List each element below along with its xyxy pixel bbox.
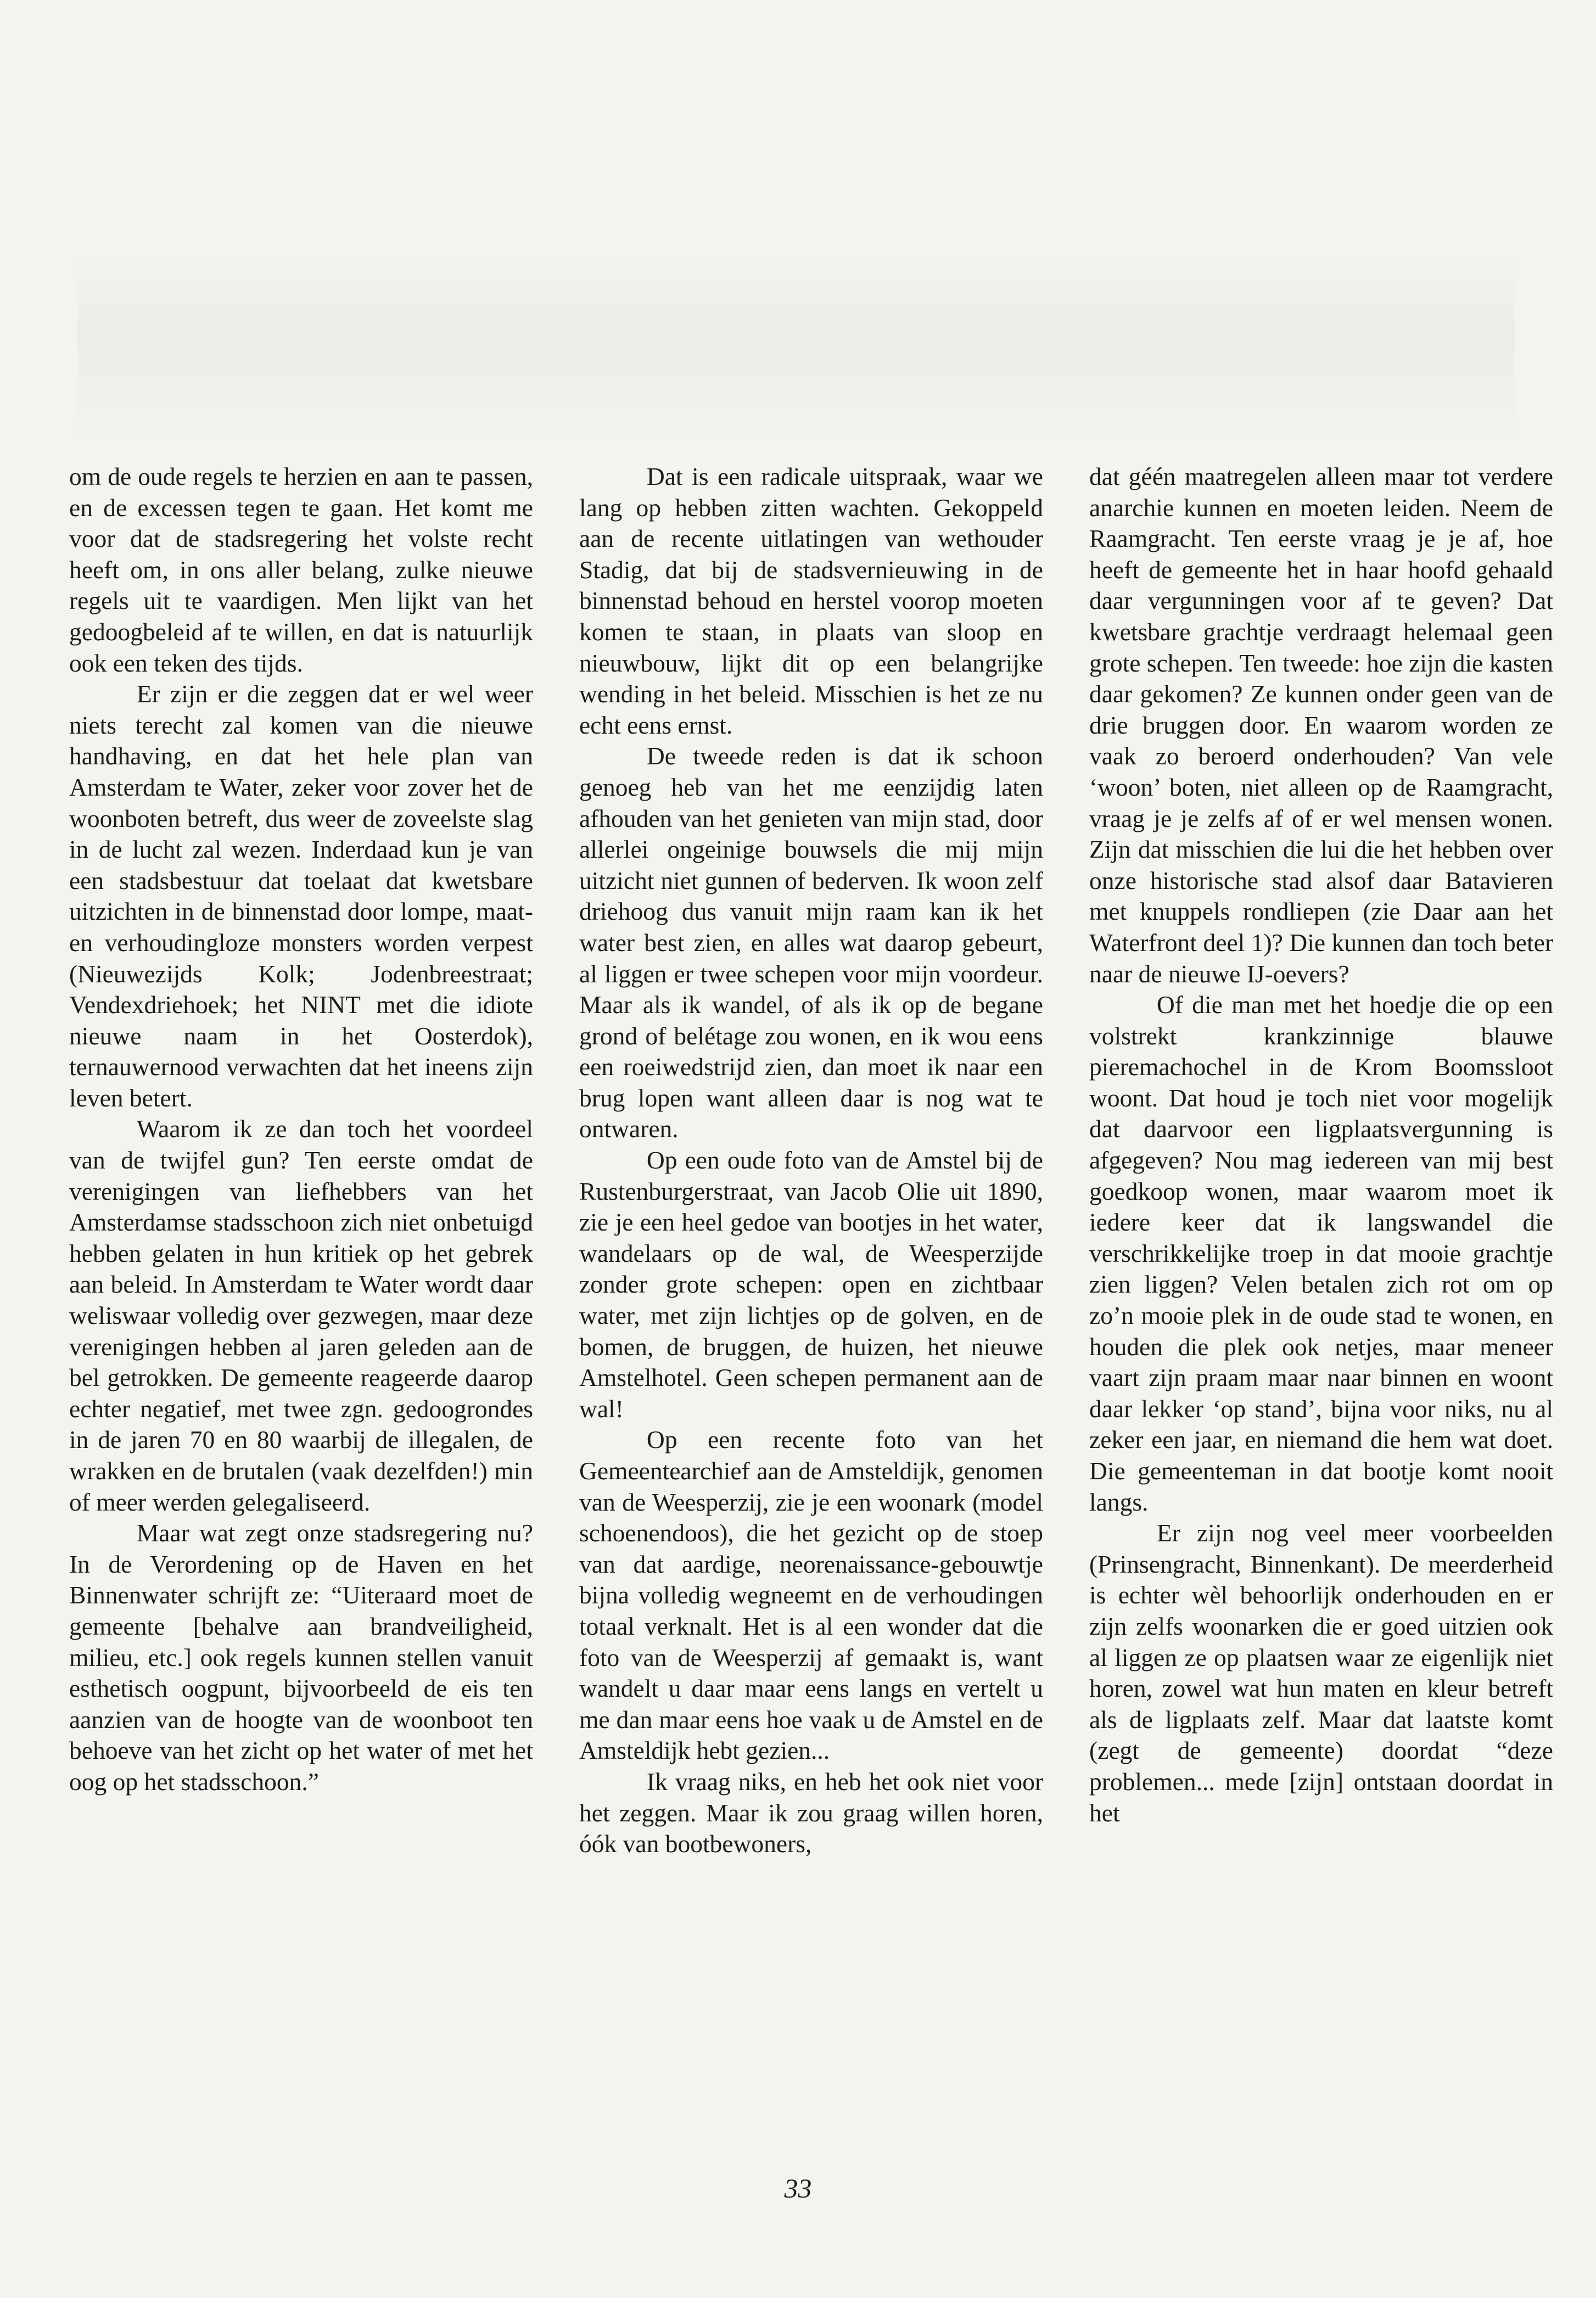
paragraph: Of die man met het hoedje die op een volstrekt krankzinnige blauwe pieremachochel in de Krom Boomssloot woont. Dat houd je toch niet voor mogelijk dat daarvoor een ligplaatsvergunning is afgegeven? Nou mag iedereen van mij best goedkoop wonen, maar waarom moet ik iedere keer dat ik langswandel die verschrikkelijke troep in dat mooie grachtje zien liggen? Velen betalen zich rot om op zo’n mooie plek in de oude stad te wonen, en houden die plek ook netjes, maar meneer vaart zijn praam maar naar binnen en woont daar lekker ‘op stand’, bijna voor niks, nu al zeker een jaar, en niemand die hem wat doet. Die gemeenteman in dat bootje komt nooit langs. bbox=[1089, 991, 1553, 1516]
paragraph: Dat is een radicale uitspraak, waar we lang op hebben zitten wachten. Gekoppeld aan de recente uitlatingen van wethouder Stadig, dat bij de stadsvernieuwing in de binnenstad behoud en herstel voorop moeten komen te staan, in plaats van sloop en nieuwbouw, lijkt dit op een belangrijke wending in het beleid. Misschien is het ze nu echt eens ernst. bbox=[579, 462, 1043, 739]
article-body bbox=[69, 461, 1554, 2136]
paragraph: Er zijn nog veel meer voorbeelden (Prinsengracht, Binnenkant). De meerderheid is echter wèl behoorlijk onderhouden en er zijn zelfs woonarken die er goed uitzien ook al liggen ze op plaatsen waar ze eigenlijk niet horen, zowel wat hun maten en kleur betreft als de ligplaats zelf. Maar dat laatste komt (zegt de gemeente) doordat “deze problemen... mede [zijn] ontstaan doordat in het bbox=[1089, 1519, 1553, 1827]
show-through-from-reverse-page bbox=[77, 258, 1515, 445]
paragraph: Op een oude foto van de Amstel bij de Rustenburgerstraat, van Jacob Olie uit 1890, zie je een heel gedoe van bootjes in het water, wandelaars op de wal, de Weesperzijde zonder grote schepen: open en zichtbaar water, met zijn lichtjes op de golven, en de bomen, de bruggen, de huizen, het nieuwe Amstelhotel. Geen schepen permanent aan de wal! bbox=[579, 1146, 1043, 1423]
column-1 bbox=[69, 461, 533, 2136]
column-3 bbox=[1089, 461, 1553, 2136]
paragraph: Maar wat zegt onze stadsregering nu? In de Verordening op de Haven en het Binnenwater schrijft ze: “Uiteraard moet de gemeente [behalve aan brandveiligheid, milieu, etc.] ook regels kunnen stellen vanuit esthetisch oogpunt, bijvoorbeeld de eis ten aanzien van de hoogte van de woonboot ten behoeve van het zicht op het water of met het oog op het stadsschoon.” bbox=[69, 1519, 533, 1796]
paragraph: De tweede reden is dat ik schoon genoeg heb van het me eenzijdig laten afhouden van het genieten van mijn stad, door allerlei ongeinige bouwsels die mij mijn uitzicht niet gunnen of bederven. Ik woon zelf driehoog dus vanuit mijn raam kan ik het water best zien, en alles wat daarop gebeurt, al liggen er twee schepen voor mijn voordeur. Maar als ik wandel, of als ik op de begane grond of belétage zou wonen, en ik wou eens een roeiwedstrijd zien, dan moet ik naar een brug lopen want alleen daar is nog wat te ontwaren. bbox=[579, 742, 1043, 1143]
paragraph: Er zijn er die zeggen dat er wel weer niets terecht zal komen van die nieuwe handhaving, en dat het hele plan van Amsterdam te Water, zeker voor zover het de woonboten betreft, dus weer de zoveelste slag in de lucht zal wezen. Inderdaad kun je van een stadsbestuur dat toelaat dat kwetsbare uitzichten in de binnenstad door lompe, maat- en verhoudingloze monsters worden verpest (Nieuwezijds Kolk; Jodenbreestraat; Vendexdriehoek; het NINT met die idiote nieuwe naam in het Oosterdok), ternauwernood verwachten dat het ineens zijn leven betert. bbox=[69, 680, 533, 1112]
column-2 bbox=[579, 461, 1043, 2136]
paragraph: om de oude regels te herzien en aan te passen, en de excessen tegen te gaan. Het komt me voor dat de stadsregering het volste recht heeft om, in ons aller belang, zulke nieuwe regels uit te vaardigen. Men lijkt van het gedoogbeleid af te willen, en dat is natuurlijk ook een teken des tijds. bbox=[69, 462, 533, 677]
paragraph: Op een recente foto van het Gemeentearchief aan de Amsteldijk, genomen van de Weesperzij, zie je een woonark (model schoenendoos), die het gezicht op de stoep van dat aardige, neorenaissance-gebouwtje bijna volledig wegneemt en de verhoudingen totaal verknalt. Het is al een wonder dat die foto van de Weesperzij af gemaakt is, want wandelt u daar maar eens langs en vertelt u me dan maar eens hoe vaak u de Amstel en de Amsteldijk hebt gezien... bbox=[579, 1425, 1043, 1765]
paragraph: Ik vraag niks, en heb het ook niet voor het zeggen. Maar ik zou graag willen horen, óók van bootbewoners, bbox=[579, 1767, 1043, 1858]
paragraph: Waarom ik ze dan toch het voordeel van de twijfel gun? Ten eerste omdat de verenigingen van liefhebbers van het Amsterdamse stadsschoon zich niet onbetuigd hebben gelaten in hun kritiek op het gebrek aan beleid. In Amsterdam te Water wordt daar weliswaar volledig over gezwegen, maar deze verenigingen hebben al jaren geleden aan de bel getrokken. De gemeente reageerde daarop echter negatief, met twee zgn. gedoogrondes in de jaren 70 en 80 waarbij de illegalen, de wrakken en de brutalen (vaak dezelfden!) min of meer werden gelegaliseerd. bbox=[69, 1115, 533, 1516]
paragraph: dat géén maatregelen alleen maar tot verdere anarchie kunnen en moeten leiden. Neem de Raamgracht. Ten eerste vraag je je af, hoe heeft de gemeente het in haar hoofd gehaald daar vergunningen voor af te geven? Dat kwetsbare grachtje verdraagt helemaal geen grote schepen. Ten tweede: hoe zijn die kasten daar gekomen? Ze kunnen onder geen van de drie bruggen door. En waarom worden ze vaak zo beroerd onderhouden? Van vele ‘woon’ boten, niet alleen op de Raamgracht, vraag je je zelfs af of er wel mensen wonen. Zijn dat misschien die lui die het hebben over onze historische stad alsof daar Batavieren met knuppels rondliepen (zie Daar aan het Waterfront deel 1)? Die kunnen dan toch beter naar de nieuwe IJ-oevers? bbox=[1089, 462, 1553, 988]
page-number: 33 bbox=[784, 2173, 812, 2204]
